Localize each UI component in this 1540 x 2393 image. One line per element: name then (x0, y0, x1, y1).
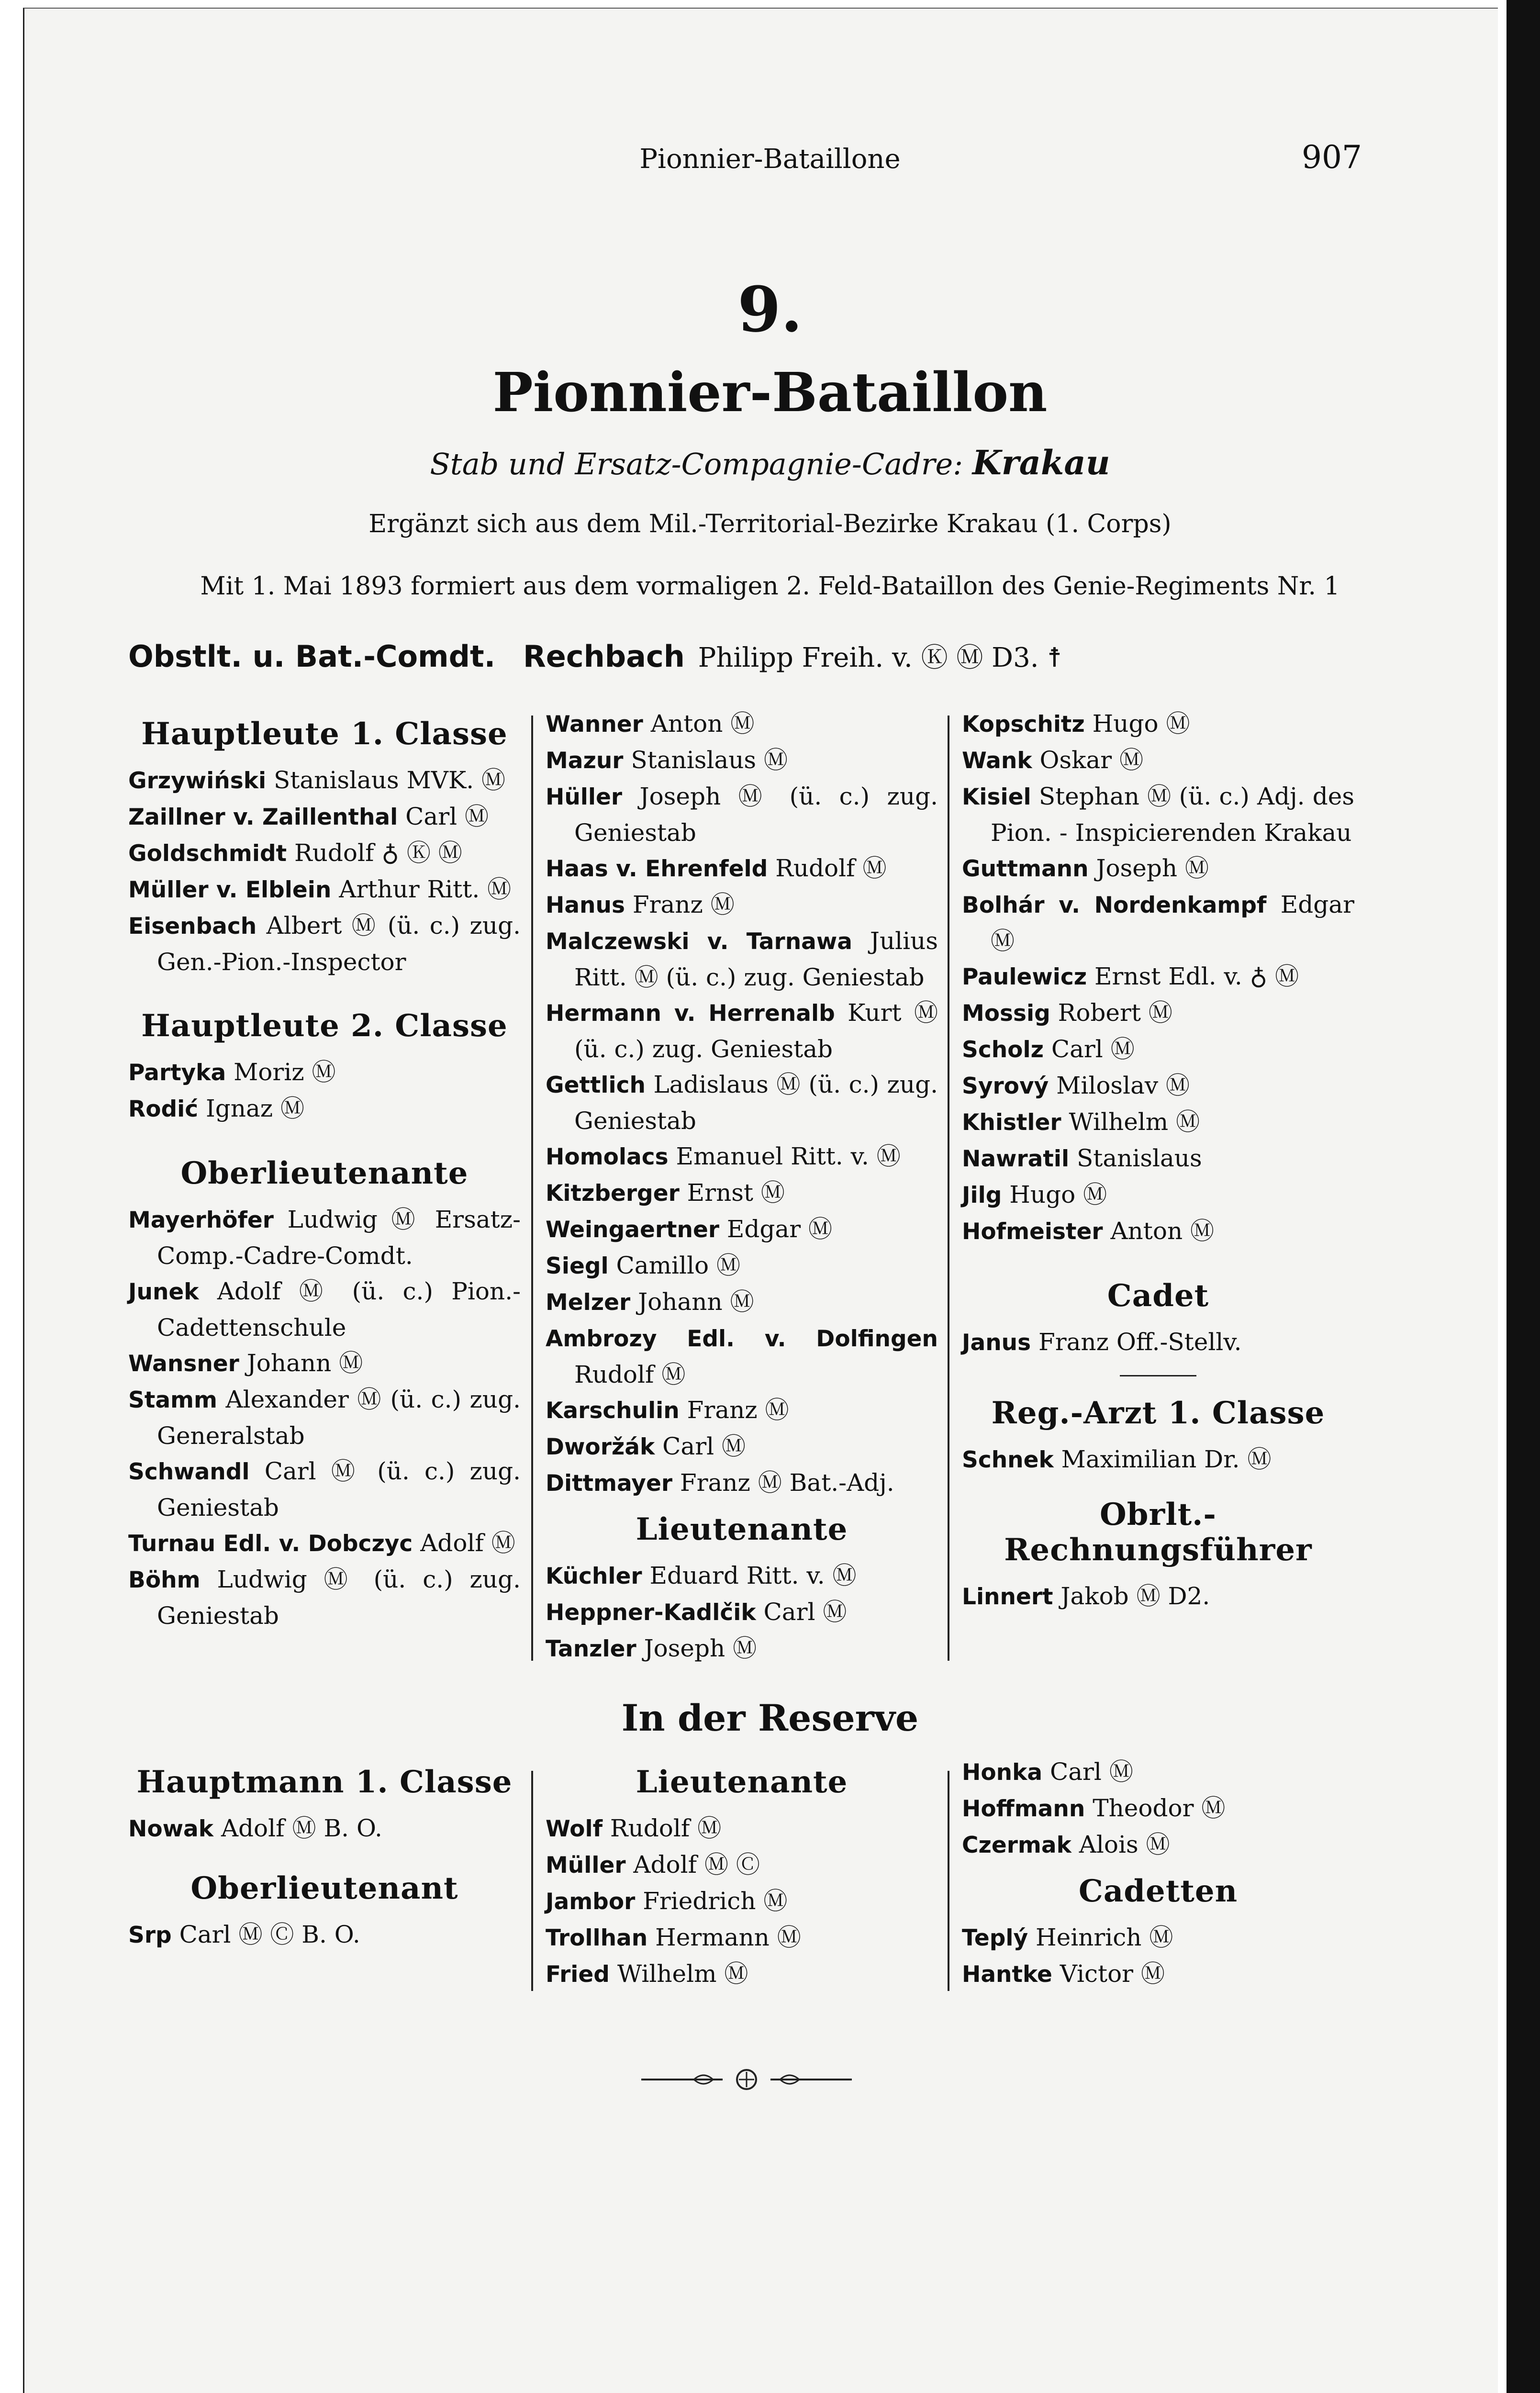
officer-name: Wanner (546, 711, 643, 738)
officer-column-1 (128, 706, 521, 1633)
officer-name: Haas v. Ehrenfeld (546, 856, 768, 882)
officer-details: Joseph Ⓜ (ü. c.) zug. Geniestab (574, 783, 938, 847)
officer-entry (546, 1284, 938, 1320)
officer-entry (546, 1465, 938, 1501)
recruitment-line: Ergänzt sich aus dem Mil.-Territorial-Bezirke Krakau (1. Corps) (368, 510, 1172, 538)
officer-details: Johann Ⓜ (246, 1349, 363, 1377)
officer-details: Adolf Ⓜ (420, 1529, 515, 1557)
officer-name: Ambrozy Edl. v. Dolfingen (546, 1326, 938, 1352)
officer-entry (546, 923, 938, 995)
officer-entry (962, 1213, 1354, 1250)
officer-entry (128, 908, 521, 980)
officer-name: Turnau Edl. v. Dobczyc (128, 1531, 413, 1557)
officer-entry (962, 1141, 1354, 1177)
officer-name: Hermann v. Herrenalb (546, 1000, 835, 1027)
column-divider (531, 1771, 533, 1991)
officer-entry (962, 1442, 1354, 1478)
officer-details: Adolf Ⓜ (ü. c.) Pion.-Cadettenschule (157, 1277, 521, 1342)
officer-name: Syrový (962, 1073, 1049, 1099)
officer-entry (546, 1067, 938, 1139)
officer-name: Küchler (546, 1563, 642, 1589)
officer-details: Johann Ⓜ (638, 1288, 754, 1316)
officer-details: Robert Ⓜ (1058, 999, 1172, 1027)
page-edge-gap (1498, 0, 1507, 2393)
officer-entry (128, 872, 521, 908)
end-ornament-icon (641, 2065, 852, 2094)
reserve-column-3 (962, 1754, 1354, 1992)
officer-details: Franz Ⓜ Bat.-Adj. (680, 1469, 894, 1497)
officer-name: Heppner-Kadlčik (546, 1599, 756, 1626)
officer-details: Kurt Ⓜ (ü. c.) zug. Geniestab (574, 999, 938, 1063)
officer-details: Anton Ⓜ (1110, 1217, 1215, 1245)
officer-entry (962, 1827, 1354, 1863)
officer-details: Stanislaus MVK. Ⓜ (274, 766, 506, 794)
officer-entry (962, 850, 1354, 887)
subtitle-prefix: Stab und Ersatz-Compagnie-Cadre: (430, 447, 963, 481)
officer-details: Theodor Ⓜ (1093, 1794, 1226, 1822)
officer-details: Camillo Ⓜ (616, 1252, 740, 1279)
officer-details: Emanuel Ritt. v. Ⓜ (676, 1142, 901, 1170)
officer-name: Hantke (962, 1961, 1052, 1988)
officer-details: Anton Ⓜ (650, 710, 755, 738)
officer-details: Carl Ⓜ (1051, 1035, 1135, 1063)
officer-entry (962, 1177, 1354, 1213)
officer-details: Franz Ⓜ (687, 1396, 789, 1424)
officer-entry (546, 850, 938, 887)
officer-entry (962, 995, 1354, 1031)
officer-details: Heinrich Ⓜ (1036, 1923, 1173, 1951)
officer-name: Weingaertner (546, 1217, 720, 1243)
officer-name: Junek (128, 1279, 199, 1305)
officer-name: Paulewicz (962, 964, 1087, 990)
officer-details: Joseph Ⓜ (1096, 854, 1209, 882)
officer-entry (546, 1320, 938, 1392)
officer-entry (128, 1274, 521, 1345)
officer-details: Miloslav Ⓜ (1056, 1072, 1190, 1099)
commander-name: Rechbach (523, 639, 685, 674)
officer-details: Oskar Ⓜ (1039, 746, 1144, 774)
officer-entry (546, 1139, 938, 1175)
section-heading: Cadetten (1078, 1873, 1238, 1909)
officer-details: Rudolf Ⓜ (610, 1814, 722, 1842)
officer-entry (546, 1847, 938, 1883)
officer-name: Srp (128, 1922, 172, 1948)
officer-name: Kitzberger (546, 1180, 680, 1207)
officer-name: Honka (962, 1759, 1043, 1786)
subtitle (0, 443, 1540, 482)
officer-details: Ladislaus Ⓜ (ü. c.) zug. Geniestab (574, 1071, 938, 1135)
officer-name: Böhm (128, 1567, 201, 1593)
officer-name: Mossig (962, 1000, 1050, 1027)
officer-entry (546, 742, 938, 779)
officer-entry (546, 1429, 938, 1465)
officer-name: Guttmann (962, 856, 1089, 882)
reserve-column-2 (546, 1754, 938, 1992)
officer-details: Julius Ritt. Ⓜ (ü. c.) zug. Geniestab (574, 927, 938, 991)
officer-details: Hugo Ⓜ (1092, 710, 1190, 738)
officer-details: Wilhelm Ⓜ (617, 1960, 748, 1988)
column-divider (531, 716, 533, 1661)
section-heading: Reg.-Arzt 1. Classe (991, 1395, 1325, 1431)
officer-entry (962, 1754, 1354, 1790)
officer-name: Wansner (128, 1351, 239, 1377)
officer-entry (962, 706, 1354, 742)
officer-name: Linnert (962, 1584, 1053, 1610)
officer-details: Alois Ⓜ (1079, 1831, 1170, 1858)
officer-entry (546, 887, 938, 923)
officer-name: Homolacs (546, 1144, 669, 1170)
officer-name: Hüller (546, 784, 623, 810)
officer-name: Goldschmidt (128, 840, 287, 867)
officer-details: Maximilian Dr. Ⓜ (1061, 1445, 1272, 1473)
commander-line (128, 637, 1062, 675)
officer-name: Nowak (128, 1816, 214, 1842)
officer-name: Dworžák (546, 1434, 655, 1460)
officer-entry (546, 1175, 938, 1211)
section-rule (1120, 1375, 1196, 1376)
officer-name: Schwandl (128, 1459, 250, 1485)
officer-entry (546, 1883, 938, 1920)
officer-name: Nawratil (962, 1146, 1070, 1172)
officer-name: Wolf (546, 1816, 603, 1842)
officer-details: Hugo Ⓜ (1009, 1181, 1107, 1208)
officer-details: Edgar Ⓜ (991, 891, 1354, 955)
officer-name: Dittmayer (546, 1470, 672, 1497)
battalion-number: 9. (737, 273, 803, 346)
officer-entry (128, 1811, 521, 1847)
officer-details: Adolf Ⓜ Ⓒ (633, 1851, 760, 1879)
officer-details: Franz Ⓜ (632, 891, 735, 918)
officer-details: Ernst Ⓜ (687, 1179, 785, 1207)
officer-details: Jakob Ⓜ D2. (1060, 1582, 1210, 1610)
officer-name: Kisiel (962, 784, 1031, 810)
officer-entry (546, 779, 938, 850)
officer-entry (962, 887, 1354, 959)
officer-name: Kopschitz (962, 711, 1085, 738)
officer-entry (128, 799, 521, 835)
officer-details: Rudolf ♁ Ⓚ Ⓜ (294, 839, 462, 867)
section-heading: Oberlieutenante (180, 1155, 469, 1191)
commander-details: Philipp Freih. v. Ⓚ Ⓜ D3. ☨ (698, 642, 1062, 673)
officer-name: Grzywiński (128, 768, 267, 794)
officer-entry (546, 706, 938, 742)
officer-entry (128, 835, 521, 872)
officer-entry (962, 959, 1354, 995)
officer-entry (128, 1525, 521, 1562)
officer-entry (962, 1920, 1354, 1956)
officer-entry (128, 1562, 521, 1633)
officer-entry (962, 1790, 1354, 1827)
officer-name: Eisenbach (128, 913, 257, 939)
officer-entry (546, 1211, 938, 1248)
officer-details: Moriz Ⓜ (234, 1058, 336, 1086)
column-divider (948, 716, 949, 1661)
officer-entry (546, 1248, 938, 1284)
officer-entry (546, 1811, 938, 1847)
officer-name: Melzer (546, 1289, 631, 1316)
officer-name: Gettlich (546, 1072, 646, 1098)
officer-name: Hanus (546, 892, 625, 918)
officer-name: Teplý (962, 1925, 1028, 1951)
officer-name: Müller (546, 1852, 626, 1879)
officer-entry (962, 742, 1354, 779)
officer-name: Jilg (962, 1182, 1002, 1208)
section-heading: Lieutenante (636, 1764, 848, 1800)
column-divider (948, 1771, 949, 1991)
officer-entry (128, 1917, 521, 1953)
officer-details: Adolf Ⓜ B. O. (221, 1814, 382, 1842)
officer-name: Mazur (546, 748, 624, 774)
officer-details: Carl Ⓜ (662, 1432, 746, 1460)
section-heading: Lieutenante (636, 1511, 848, 1547)
reserve-heading: In der Reserve (621, 1697, 919, 1739)
officer-name: Stamm (128, 1387, 217, 1413)
reserve-column-1 (128, 1754, 521, 1953)
officer-name: Khistler (962, 1109, 1061, 1136)
formation-line: Mit 1. Mai 1893 formiert aus dem vormaligen 2. Feld-Bataillon des Genie-Regiments Nr. 1 (200, 572, 1340, 601)
subtitle-place: Krakau (972, 443, 1110, 482)
officer-entry (546, 995, 938, 1067)
officer-name: Zaillner v. Zaillenthal (128, 804, 398, 830)
officer-name: Siegl (546, 1253, 609, 1279)
officer-entry (128, 762, 521, 799)
section-heading: Hauptleute 1. Classe (141, 716, 508, 752)
officer-details: Rudolf Ⓜ (775, 854, 887, 882)
officer-details: Stanislaus Ⓜ (631, 746, 788, 774)
commander-rank: Obstlt. u. Bat.-Comdt. (128, 639, 496, 674)
officer-entry (546, 1558, 938, 1594)
officer-details: Stanislaus (1076, 1144, 1202, 1172)
officer-name: Mayerhöfer (128, 1207, 274, 1233)
officer-entry (546, 1631, 938, 1667)
officer-details: Victor Ⓜ (1060, 1960, 1165, 1988)
running-head: Pionnier-Bataillone (639, 144, 901, 175)
officer-details: Joseph Ⓜ (644, 1634, 757, 1662)
officer-name: Partyka (128, 1060, 226, 1086)
officer-name: Jambor (546, 1889, 636, 1915)
officer-details: Albert Ⓜ (ü. c.) zug. Gen.-Pion.-Inspector (157, 912, 521, 976)
section-heading: Cadet (1107, 1278, 1209, 1314)
section-heading: Obrlt.-Rechnungsführer (1004, 1497, 1312, 1568)
officer-entry (962, 1104, 1354, 1141)
officer-entry (962, 779, 1354, 850)
officer-details: Rudolf Ⓜ (574, 1361, 686, 1388)
officer-entry (546, 1956, 938, 1992)
officer-name: Karschulin (546, 1398, 680, 1424)
officer-name: Bolhár v. Nordenkampf (962, 892, 1267, 918)
officer-name: Fried (546, 1961, 610, 1988)
officer-name: Hoffmann (962, 1796, 1085, 1822)
officer-entry (128, 1054, 521, 1091)
page-title: Pionnier-Bataillon (492, 361, 1048, 424)
officer-details: Carl Ⓜ Ⓒ B. O. (179, 1921, 360, 1948)
officer-name: Trollhan (546, 1925, 648, 1951)
officer-name: Rodić (128, 1096, 199, 1122)
officer-details: Carl Ⓜ (405, 803, 489, 830)
officer-details: Ludwig Ⓜ Ersatz-Comp.-Cadre-Comdt. (157, 1206, 521, 1270)
section-heading: Hauptleute 2. Classe (141, 1008, 508, 1044)
officer-entry (546, 1594, 938, 1631)
officer-details: Hermann Ⓜ (655, 1923, 801, 1951)
page-number: 907 (1302, 139, 1362, 176)
officer-name: Czermak (962, 1832, 1071, 1858)
officer-entry (128, 1345, 521, 1382)
officer-details: Carl Ⓜ (ü. c.) zug. Geniestab (157, 1457, 521, 1521)
officer-name: Müller v. Elblein (128, 877, 332, 903)
officer-name: Scholz (962, 1037, 1044, 1063)
officer-details: Edgar Ⓜ (726, 1215, 833, 1243)
officer-entry (128, 1382, 521, 1454)
officer-details: Alexander Ⓜ (ü. c.) zug. Generalstab (157, 1386, 521, 1450)
officer-details: Eduard Ritt. v. Ⓜ (649, 1562, 857, 1589)
officer-entry (128, 1091, 521, 1127)
officer-details: Carl Ⓜ (763, 1598, 847, 1626)
section-heading: Hauptmann 1. Classe (136, 1764, 513, 1800)
officer-name: Schnek (962, 1447, 1054, 1473)
officer-entry (962, 1324, 1354, 1361)
officer-name: Janus (962, 1330, 1031, 1356)
officer-column-2 (546, 706, 938, 1667)
officer-details: Ernst Edl. v. ♁ Ⓜ (1094, 962, 1299, 990)
officer-details: Friedrich Ⓜ (643, 1887, 788, 1915)
officer-entry (962, 1578, 1354, 1615)
officer-details: Stephan Ⓜ (ü. c.) Adj. des Pion. - Inspicierenden Krakau (991, 783, 1354, 847)
officer-name: Tanzler (546, 1636, 636, 1662)
section-heading: Oberlieutenant (190, 1870, 458, 1906)
officer-entry (962, 1031, 1354, 1068)
officer-details: Franz Off.-Stellv. (1038, 1328, 1242, 1356)
officer-name: Wank (962, 748, 1032, 774)
scan-border (1507, 0, 1540, 2393)
officer-details: Wilhelm Ⓜ (1069, 1108, 1200, 1136)
officer-details: Ignaz Ⓜ (206, 1095, 305, 1122)
officer-entry (128, 1202, 521, 1274)
officer-entry (546, 1920, 938, 1956)
officer-entry (962, 1068, 1354, 1104)
officer-entry (962, 1956, 1354, 1992)
officer-details: Arthur Ritt. Ⓜ (339, 875, 512, 903)
officer-entry (546, 1392, 938, 1429)
officer-details: Carl Ⓜ (1049, 1758, 1133, 1786)
officer-column-3 (962, 706, 1354, 1615)
officer-name: Malczewski v. Tarnawa (546, 928, 853, 955)
officer-details: Ludwig Ⓜ (ü. c.) zug. Geniestab (157, 1566, 521, 1630)
officer-name: Hofmeister (962, 1219, 1103, 1245)
officer-entry (128, 1454, 521, 1525)
